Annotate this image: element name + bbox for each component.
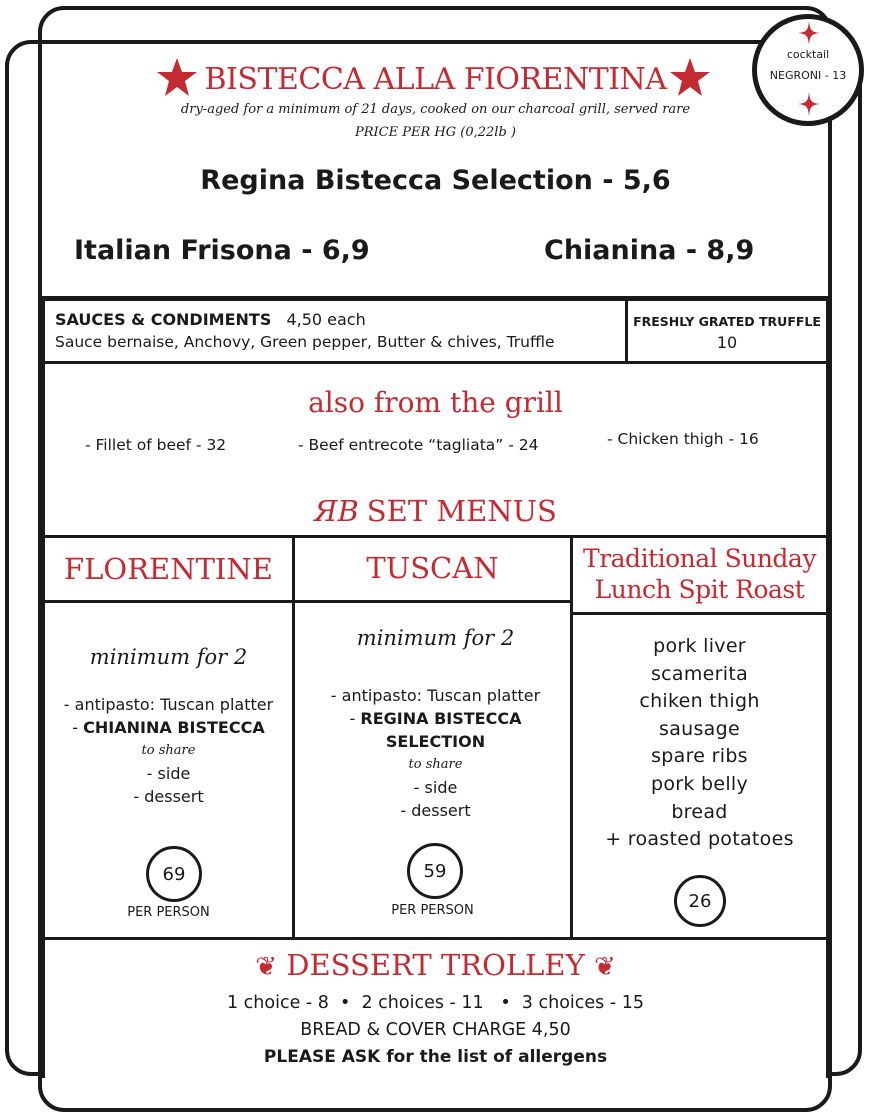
sparkle-icon xyxy=(798,21,820,45)
tuscan-price: 59 xyxy=(423,860,447,882)
florentine-antipasto: - antipasto: Tuscan platter xyxy=(63,695,274,714)
tuscan-dessert: - dessert xyxy=(400,801,471,820)
florentine-share: to share xyxy=(141,743,196,758)
sunday-item: + roasted potatoes xyxy=(605,828,794,851)
sunday-title xyxy=(573,543,826,605)
tuscan-main-label-2: SELECTION xyxy=(385,732,486,751)
bistecca-title: BISTECCA ALLA FIORENTINA xyxy=(204,62,667,97)
truffle-price: 10 xyxy=(716,333,738,352)
florentine-menu xyxy=(42,600,295,940)
cover-charge: BREAD & COVER CHARGE 4,50 xyxy=(300,1020,571,1040)
tuscan-minimum: minimum for 2 xyxy=(356,626,515,650)
florentine-title-box xyxy=(42,535,295,603)
tuscan-side: - side xyxy=(413,778,458,797)
tuscan-share: to share xyxy=(408,757,463,772)
sunday-item: spare ribs xyxy=(651,745,748,768)
grill-item: - Chicken thigh - 16 xyxy=(607,430,759,448)
florentine-title: FLORENTINE xyxy=(64,552,273,586)
grill-item: - Beef entrecote “tagliata” - 24 xyxy=(298,436,539,454)
sauces-box xyxy=(42,298,628,364)
cocktail-bubble xyxy=(752,14,864,126)
sparkle-icon xyxy=(798,92,820,116)
dessert-section xyxy=(42,937,829,1078)
cocktail-label: cocktail xyxy=(786,48,830,61)
dash: - xyxy=(72,718,84,737)
florentine-main xyxy=(45,716,292,739)
sauces-heading: SAUCES & CONDIMENTS xyxy=(55,310,272,329)
dessert-choices: 1 choice - 8 • 2 choices - 11 • 3 choices - 15 xyxy=(226,993,645,1013)
sunday-title-box xyxy=(570,535,829,615)
frisona-price: Italian Frisona - 6,9 xyxy=(74,235,370,266)
set-menus-title xyxy=(45,494,826,528)
tuscan-items xyxy=(295,684,576,822)
truffle-box xyxy=(625,298,829,364)
heart-icon: ❦ xyxy=(593,952,616,982)
florentine-price-circle xyxy=(146,846,202,902)
sunday-price: 26 xyxy=(688,890,712,912)
set-menus-label: SET MENUS xyxy=(366,494,557,528)
florentine-dessert: - dessert xyxy=(133,787,204,806)
sunday-item: pork belly xyxy=(650,772,749,795)
rb-monogram: ЯB xyxy=(314,494,359,528)
sunday-item: bread xyxy=(671,800,728,823)
florentine-price: 69 xyxy=(162,863,186,885)
price-note: PRICE PER HG (0,22lb ) xyxy=(355,125,516,140)
bistecca-section xyxy=(42,40,829,299)
tuscan-price-circle xyxy=(407,843,463,899)
florentine-items xyxy=(45,693,292,808)
sauces-header xyxy=(55,310,366,329)
florentine-side: - side xyxy=(146,764,191,783)
tuscan-antipasto: - antipasto: Tuscan platter xyxy=(330,686,541,705)
florentine-main-label: CHIANINA BISTECCA xyxy=(83,718,265,737)
tuscan-title: TUSCAN xyxy=(366,551,499,585)
grill-section xyxy=(42,361,829,538)
regina-price: Regina Bistecca Selection - 5,6 xyxy=(200,165,671,196)
sunday-item: scamerita xyxy=(650,662,749,685)
heart-icon: ❦ xyxy=(255,952,278,982)
sunday-item: sausage xyxy=(659,717,740,740)
florentine-minimum: minimum for 2 xyxy=(89,645,248,669)
dash: - xyxy=(349,709,361,728)
tuscan-main-cont xyxy=(295,730,576,753)
sunday-title-line1: Traditional Sunday xyxy=(583,544,816,573)
truffle-heading: FRESHLY GRATED TRUFFLE xyxy=(633,314,821,329)
sunday-title-line2: Lunch Spit Roast xyxy=(594,575,805,604)
sauces-list: Sauce bernaise, Anchovy, Green pepper, Butter & chives, Truffle xyxy=(55,333,555,351)
sunday-item: pork liver xyxy=(653,635,746,657)
tuscan-main-label: REGINA BISTECCA xyxy=(360,709,522,728)
tuscan-menu xyxy=(292,600,573,940)
tuscan-title-box xyxy=(292,535,573,603)
sunday-item: chiken thigh xyxy=(639,690,760,713)
dessert-title-row xyxy=(45,948,826,982)
sauces-price: 4,50 each xyxy=(286,310,366,329)
sunday-menu xyxy=(570,612,829,940)
tuscan-main xyxy=(295,707,576,730)
sunday-price-circle xyxy=(674,875,726,927)
chianina-price: Chianina - 8,9 xyxy=(544,235,755,266)
sunday-items xyxy=(573,633,826,854)
cocktail-drink: NEGRONI - 13 xyxy=(769,69,847,82)
grill-title: also from the grill xyxy=(308,386,563,419)
grill-item: - Fillet of beef - 32 xyxy=(85,436,227,454)
florentine-per-person: PER PERSON xyxy=(127,905,210,920)
bistecca-subtitle: dry-aged for a minimum of 21 days, cooked on our charcoal grill, served rare xyxy=(180,102,691,117)
dessert-title: DESSERT TROLLEY xyxy=(286,948,585,982)
tuscan-per-person: PER PERSON xyxy=(391,903,474,918)
allergens-note: PLEASE ASK for the list of allergens xyxy=(263,1047,608,1067)
